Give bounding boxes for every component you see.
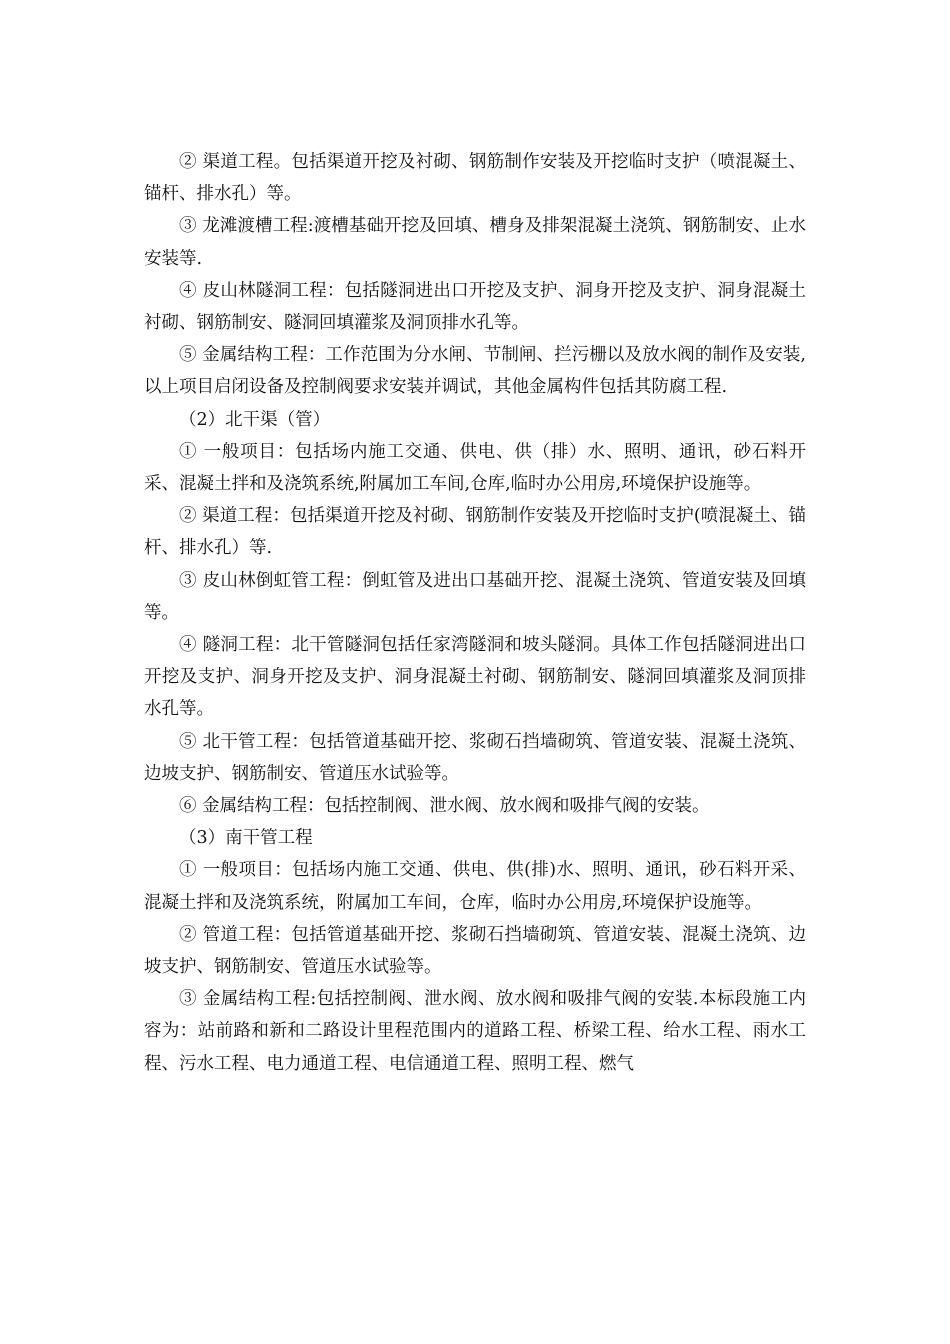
paragraph-pipe-works-south: ② 管道工程：包括管道基础开挖、浆砌石挡墙砌筑、管道安装、混凝土浇筑、边坡支护、钢筋制安、管道压水试验等。 <box>144 924 806 978</box>
paragraph-canal-works: ② 渠道工程。包括渠道开挖及衬砌、钢筋制作安装及开挖临时支护（喷混凝土、锚杆、排水孔）等。 <box>144 152 806 205</box>
paragraph-pishanlin-tunnel: ④ 皮山林隧洞工程：包括隧洞进出口开挖及支护、洞身开挖及支护、洞身混凝土衬砌、钢筋制安、隧洞回填灌浆及洞顶排水孔等。 <box>144 280 806 334</box>
paragraph-canal-works-north: ② 渠道工程：包括渠道开挖及衬砌、钢筋制作安装及开挖临时支护(喷混凝土、锚杆、排水孔）等. <box>144 506 806 559</box>
paragraph-inverted-siphon: ③ 皮山林倒虹管工程：倒虹管及进出口基础开挖、混凝土浇筑、管道安装及回填等。 <box>144 570 806 623</box>
paragraph-north-pipe-works: ⑤ 北干管工程：包括管道基础开挖、浆砌石挡墙砌筑、管道安装、混凝土浇筑、边坡支护、钢筋制安、管道压水试验等。 <box>144 731 806 784</box>
section-heading-south-pipe: （3）南干管工程 <box>179 828 313 849</box>
paragraph-general-items: ① 一般项目：包括场内施工交通、供电、供（排）水、照明、通讯，砂石料开采、混凝土拌和及浇筑系统,附属加工车间,仓库,临时办公用房,环境保护设施等。 <box>144 441 806 495</box>
section-heading-north-canal: （2）北干渠（管） <box>179 409 331 430</box>
paragraph-general-items-south: ① 一般项目：包括场内施工交通、供电、供(排)水、照明、通讯，砂石料开采、混凝土拌和及浇筑系统，附属加工车间，仓库，临时办公用房,环境保护设施等。 <box>144 860 806 913</box>
paragraph-tunnel-works: ④ 隧洞工程：北干管隧洞包括任家湾隧洞和坡头隧洞。具体工作包括隧洞进出口开挖及支护、洞身开挖及支护、洞身混凝土衬砌、钢筋制安、隧洞回填灌浆及洞顶排水孔等。 <box>144 635 806 720</box>
paragraph-metal-structure: ⑤ 金属结构工程：工作范围为分水闸、节制闸、拦污栅以及放水阀的制作及安装,以上项目启闭设备及控制阀要求安装并调试，其他金属构件包括其防腐工程. <box>144 345 806 398</box>
paragraph-metal-structure-south: ③ 金属结构工程:包括控制阀、泄水阀、放水阀和吸排气阀的安装.本标段施工内容为：站前路和新和二路设计里程范围内的道路工程、桥梁工程、给水工程、雨水工程、污水工程、电力通道工程、电信通道工程、照明工程、燃气 <box>144 989 806 1074</box>
paragraph-longtan-aqueduct: ③ 龙滩渡槽工程:渡槽基础开挖及回填、槽身及排架混凝土浇筑、钢筋制安、止水安装等. <box>144 216 806 269</box>
paragraph-metal-structure-north: ⑥ 金属结构工程：包括控制阀、泄水阀、放水阀和吸排气阀的安装。 <box>179 796 710 817</box>
document-body <box>144 146 806 1080</box>
